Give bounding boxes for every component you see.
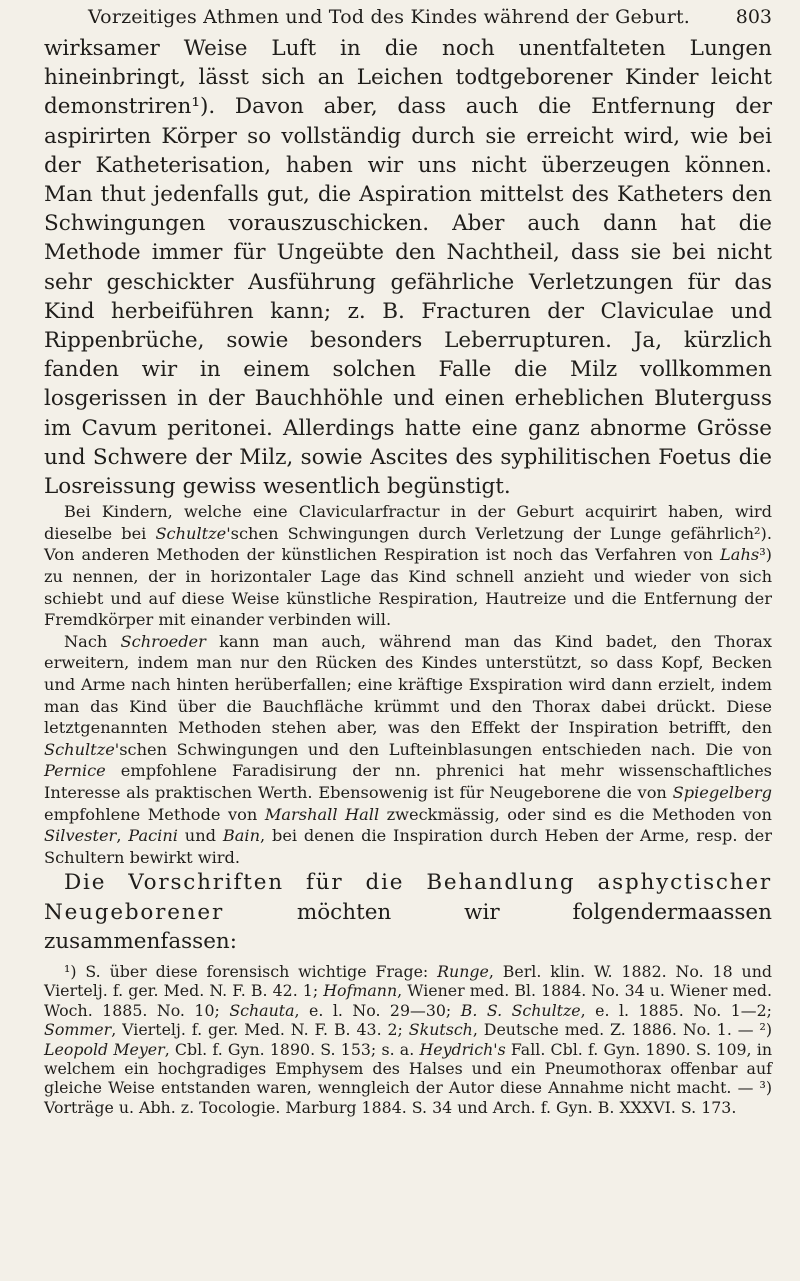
cited-author: Heydrich's bbox=[419, 1039, 506, 1059]
page-number: 803 bbox=[735, 6, 772, 28]
footnotes bbox=[44, 962, 772, 1117]
main-paragraph: wirksamer Weise Luft in die noch unentfalteten Lungen hineinbringt, lässt sich an Leichen todtgeborener Kinder leicht demonstriren¹). Davon aber, dass auch die Entfernung der aspirirten Körper so vollständig durch sie erreicht wird, wie bei der Katheterisation, haben wir uns nicht überzeugen können. Man thut jedenfalls gut, die Aspiration mittelst des Katheters den Schwingungen vorauszuschicken. Aber auch dann hat die Methode immer für Ungeübte den Nachtheil, dass sie bei nicht sehr geschickter Ausführung gefährliche Verletzungen für das Kind herbeiführen kann; z. B. Fracturen der Claviculae und Rippenbrüche, sowie besonders Leberrupturen. Ja, kürzlich fanden wir in einem solchen Falle die Milz vollkommen losgerissen in der Bauchhöhle und einen erheblichen Bluterguss im Cavum peritonei. Allerdings hatte eine ganz abnorme Grösse und Schwere der Milz, sowie Ascites des syphilitischen Foetus die Losreissung gewiss wesentlich begünstigt. bbox=[44, 36, 772, 500]
author-name: Lahs bbox=[720, 545, 760, 565]
small-print-section bbox=[44, 501, 772, 868]
author-name: Schultze bbox=[44, 739, 115, 759]
author-name: Marshall Hall bbox=[264, 804, 380, 824]
cited-author: Skutsch bbox=[408, 1020, 473, 1040]
cited-author: Leopold Meyer bbox=[44, 1039, 165, 1059]
small-paragraph-2: Nach Schroeder kann man auch, während man das Kind badet, den Thorax erweitern, indem man nur den Rücken des Kindes unterstützt, so dass Kopf, Becken und Arme nach hinten herüberfallen; eine kräftige Exspiration wird dann erzielt, indem man das Kind über die Bauchfläche krümmt und den Thorax dabei drückt. Diese letztgenannten Methoden stehen aber, was den Effekt der Inspiration betrifft, den Schultze'schen Schwingungen und den Lufteinblasungen entschieden nach. Die von Pernice empfohlene Faradisirung der nn. phrenici hat mehr wissenschaftliches Interesse als praktischen Werth. Ebensowenig ist für Neugeborene die von Spiegelberg empfohlene Methode von Marshall Hall zweckmässig, oder sind es die Methoden von Silvester, Pacini und Bain, bei denen die Inspiration durch Heben der Arme, resp. der Schultern bewirkt wird. bbox=[44, 631, 772, 867]
author-name: Schultze bbox=[155, 523, 227, 543]
author-name: Bain bbox=[222, 826, 260, 846]
running-header bbox=[44, 6, 772, 28]
small-paragraph-1: Bei Kindern, welche eine Clavicularfractur in der Geburt acquirirt haben, wird dieselbe bei Schultze'schen Schwingungen durch Verletzung der Lunge gefährlich²). Von anderen Methoden der künstlichen Respiration ist noch das Verfahren von Lahs³) zu nennen, der in horizontaler Lage das Kind schnell anzieht und wieder von sich schiebt und auf diese Weise künstliche Respiration, Hautreize und die Entfernung der Fremdkörper mit einander verbinden will. bbox=[44, 502, 772, 630]
author-name: Pacini bbox=[128, 826, 178, 846]
cited-author: Sommer bbox=[44, 1020, 112, 1040]
author-name: Pernice bbox=[44, 761, 106, 781]
footnote-block: ¹) S. über diese forensisch wichtige Frage: Runge, Berl. klin. W. 1882. No. 18 und Viertelj. f. ger. Med. N. F. B. 42. 1; Hofmann, Wiener med. Bl. 1884. No. 34 u. Wiener med. Woch. 1885. No. 10; Schauta, e. l. No. 29—30; B. S. Schultze, e. l. 1885. No. 1—2; Sommer, Viertelj. f. ger. Med. N. F. B. 43. 2; Skutsch, Deutsche med. Z. 1886. No. 1. — ²) Leopold Meyer, Cbl. f. Gyn. 1890. S. 153; s. a. Heydrich's Fall. Cbl. f. Gyn. 1890. S. 109, in welchem ein hochgradiges Emphysem des Halses und ein Pneumothorax offenbar auf gleiche Weise entstanden waren, wenngleich der Autor diese Annahme nicht macht. — ³) Vorträge u. Abh. z. Tocologie. Marburg 1884. S. 34 und Arch. f. Gyn. B. XXXVI. S. 173. bbox=[44, 961, 773, 1117]
spaced-emphasis: Die Vorschriften für die Behandlung asphyctischer Neugeborener bbox=[44, 870, 772, 925]
closing-statement: Die Vorschriften für die Behandlung asphyctischer Neugeborener möchten wir folgendermaassen zusammenfassen: bbox=[44, 870, 772, 954]
author-name: Silvester bbox=[44, 826, 117, 846]
cited-author: Runge bbox=[437, 961, 489, 981]
cited-author: Schauta bbox=[229, 1000, 295, 1020]
author-name: Spiegelberg bbox=[672, 782, 772, 802]
running-title: Vorzeitiges Athmen und Tod des Kindes während der Geburt. bbox=[88, 6, 691, 28]
author-name: Schroeder bbox=[120, 631, 206, 651]
cited-author: Hofmann bbox=[323, 981, 398, 1001]
cited-author: B. S. Schultze bbox=[460, 1000, 581, 1020]
main-text bbox=[44, 34, 772, 501]
